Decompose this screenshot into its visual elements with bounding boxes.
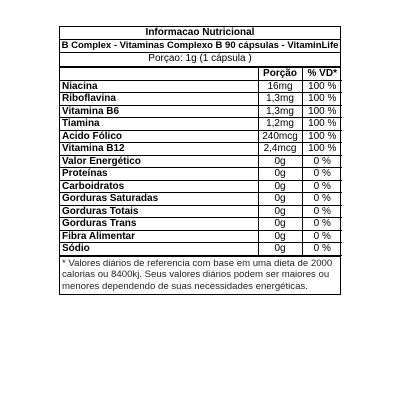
nutrient-name: Tiamina: [60, 118, 258, 131]
column-header-portion: Porção: [258, 68, 302, 80]
daily-value-percent: 100 %: [302, 93, 342, 106]
table-row: [60, 155, 342, 168]
table-row: [60, 143, 342, 156]
portion-value: 240mcg: [258, 130, 302, 143]
daily-value-percent: 0 %: [302, 155, 342, 168]
table-row: [60, 168, 342, 181]
table-row: [60, 230, 342, 243]
table-row: [60, 205, 342, 218]
table-row: [60, 180, 342, 193]
nutrient-name: Vitamina B6: [60, 105, 258, 118]
portion-value: 1,3mg: [258, 93, 302, 106]
daily-value-percent: 100 %: [302, 80, 342, 93]
portion-value: 0g: [258, 193, 302, 206]
portion-value: 16mg: [258, 80, 302, 93]
table-row: [60, 243, 342, 256]
column-header-nutrient: [60, 68, 258, 80]
daily-value-percent: 0 %: [302, 193, 342, 206]
table-row: [60, 130, 342, 143]
nutrient-name: Vitamina B12: [60, 143, 258, 156]
daily-value-percent: 0 %: [302, 218, 342, 231]
nutrient-name: Fibra Alimentar: [60, 230, 258, 243]
portion-value: 0g: [258, 230, 302, 243]
daily-value-percent: 0 %: [302, 243, 342, 256]
daily-value-percent: 100 %: [302, 118, 342, 131]
nutrient-name: Riboflavina: [60, 93, 258, 106]
table-row: [60, 80, 342, 93]
table-row: [60, 118, 342, 131]
product-name: B Complex - Vitaminas Complexo B 90 cápsulas - VitaminLife: [61, 40, 339, 51]
nutrient-name: Proteínas: [60, 168, 258, 181]
portion-value: 2,4mcg: [258, 143, 302, 156]
nutrient-name: Carboidratos: [60, 180, 258, 193]
table-header-row: [60, 68, 342, 80]
portion-value: 0g: [258, 155, 302, 168]
nutrition-table: [60, 68, 342, 256]
daily-value-percent: 0 %: [302, 168, 342, 181]
table-row: [60, 105, 342, 118]
portion-value: 0g: [258, 168, 302, 181]
nutrient-name: Niacina: [60, 80, 258, 93]
column-header-daily-value: % VD*: [302, 68, 342, 80]
table-row: [60, 193, 342, 206]
nutrient-name: Sódio: [60, 243, 258, 256]
daily-value-percent: 100 %: [302, 143, 342, 156]
label-title: Informacao Nutricional: [60, 27, 340, 40]
nutrient-name: Gorduras Totais: [60, 205, 258, 218]
daily-value-percent: 0 %: [302, 205, 342, 218]
nutrient-name: Gorduras Saturadas: [60, 193, 258, 206]
daily-value-percent: 100 %: [302, 130, 342, 143]
footnote: * Valores diários de referencia com base em uma dieta de 2000 calorias ou 8400kj. Seus valores diários podem ser maiores ou menores dependendo de suas necessidades energéticas.: [60, 256, 340, 295]
portion-value: 0g: [258, 180, 302, 193]
portion-value: 0g: [258, 218, 302, 231]
portion-info: Porçao: 1g (1 cápsula ): [60, 53, 340, 68]
nutrient-name: Gorduras Trans: [60, 218, 258, 231]
portion-value: 0g: [258, 243, 302, 256]
nutrition-facts-label: [59, 26, 341, 295]
nutrient-name: Valor Energético: [60, 155, 258, 168]
daily-value-percent: 0 %: [302, 230, 342, 243]
table-row: [60, 218, 342, 231]
portion-value: 0g: [258, 205, 302, 218]
daily-value-percent: 0 %: [302, 180, 342, 193]
portion-value: 1,3mg: [258, 105, 302, 118]
nutrient-name: Ácido Fólico: [60, 130, 258, 143]
nutrition-table-body: [60, 80, 342, 255]
table-row: [60, 93, 342, 106]
daily-value-percent: 100 %: [302, 105, 342, 118]
portion-value: 1,2mg: [258, 118, 302, 131]
